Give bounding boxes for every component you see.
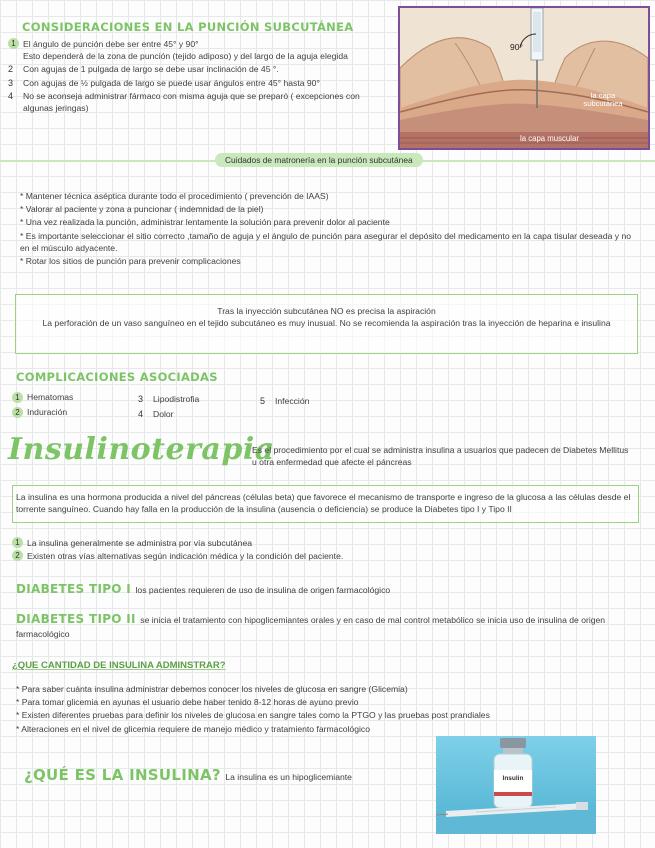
list-item bbox=[12, 550, 612, 562]
insulin-definition-box: La insulina es una hormona producida a nivel del páncreas (células beta) que favorece el mecanismo de transporte e ingreso de la glucosa a las células desde el torrente sanguíneo. Cuando hay falla en la producción de la insulina (ausencia o deficiencia) se produce la Diabetes tipo I y Tipo II bbox=[12, 485, 639, 523]
item-text: Lipodistrofia bbox=[153, 394, 200, 404]
what-is-insulin-text: La insulina es un hipoglicemiante bbox=[225, 772, 352, 782]
list-item bbox=[8, 77, 393, 89]
number-badge: 2 bbox=[12, 407, 23, 418]
number-label: 4 bbox=[138, 409, 144, 419]
quantity-bullets bbox=[16, 683, 626, 736]
vial-label: Insulin bbox=[502, 775, 524, 782]
list-item: * Para tomar glicemia en ayunas el usuario debe haber tenido 8-12 horas de ayuno previo bbox=[16, 696, 626, 708]
subcutaneous-layer-label: la capa subcutánea bbox=[583, 91, 623, 108]
number-label: 2 bbox=[8, 64, 14, 75]
angle-label: 90° bbox=[510, 42, 523, 52]
number-badge: 1 bbox=[12, 537, 23, 548]
list-item bbox=[8, 90, 393, 114]
complication-item bbox=[12, 391, 73, 403]
injection-illustration bbox=[398, 6, 650, 150]
complication-item bbox=[138, 408, 174, 420]
diabetes-type2-text: se inicia el tratamiento con hipoglicemiantes orales y en caso de mal control metabólico se inicia uso de insulina de origen farmacológico bbox=[16, 615, 606, 640]
insulinoterapia-title: Insulinoterapia bbox=[8, 432, 275, 467]
diabetes-type1-title: DIABETES TIPO I bbox=[16, 582, 132, 596]
list-item: * Una vez realizada la punción, administrar lentamente la solución para prevenir dolor al paciente bbox=[20, 216, 635, 228]
number-badge: 2 bbox=[12, 550, 23, 561]
list-item: * Es importante seleccionar el sitio correcto ,tamaño de aguja y el ángulo de punción para asegurar el depósito del medicamento en la capa tisular deseada y no en el músculo adyacente. bbox=[20, 230, 635, 254]
item-text: El ángulo de punción debe ser entre 45° y 90° bbox=[23, 39, 199, 49]
perforation-line: La perforación de un vaso sanguíneo en el tejido subcutáneo es muy inusual. No se recomienda la aspiración tras la inyección de heparina e insulina bbox=[42, 318, 611, 329]
number-label: 5 bbox=[260, 396, 266, 406]
complication-item bbox=[260, 395, 309, 407]
list-item bbox=[12, 537, 612, 549]
item-text: Hematomas bbox=[27, 392, 74, 402]
what-is-insulin-title: ¿QUÉ ES LA INSULINA? bbox=[24, 766, 221, 784]
complication-item bbox=[12, 406, 67, 418]
section-title-complications: COMPLICACIONES ASOCIADAS bbox=[16, 370, 218, 384]
injection-diagram bbox=[400, 8, 648, 148]
what-is-insulin bbox=[24, 766, 352, 785]
item-text: Dolor bbox=[153, 409, 174, 419]
diabetes-type1-text: los pacientes requieren de uso de insulina de origen farmacológico bbox=[135, 585, 391, 595]
vial-graphic bbox=[436, 736, 596, 834]
insulin-route-list bbox=[12, 537, 612, 563]
item-text: Con agujas de ½ pulgada de largo se puede usar ángulos entre 45° hasta 90° bbox=[23, 77, 320, 88]
list-item: * Existen diferentes pruebas para definir los niveles de glucosa en sangre tales como la PTGO y las pruebas post prandiales bbox=[16, 709, 626, 721]
list-item bbox=[8, 38, 393, 62]
insulin-vial-photo bbox=[436, 736, 596, 834]
item-text: Infección bbox=[275, 396, 310, 406]
item-subtext: Esto dependerá de la zona de punción (tejido adiposo) y del largo de la aguja elegida bbox=[23, 51, 348, 62]
diabetes-type2 bbox=[16, 612, 636, 640]
insulinoterapia-description: Es el procedimiento por el cual se administra insulina a usuarios que padecen de Diabetes Mellitus u otra enfermedad que afecte el páncreas bbox=[252, 445, 629, 468]
care-bullets bbox=[20, 190, 635, 268]
list-item: * Mantener técnica aséptica durante todo el procedimiento ( prevención de IAAS) bbox=[20, 190, 635, 202]
muscle-layer-label: la capa muscular bbox=[520, 134, 579, 143]
considerations-list bbox=[8, 38, 393, 115]
item-text: Induración bbox=[27, 407, 68, 417]
list-item: * Para saber cuánta insulina administrar debemos conocer los niveles de glucosa en sangre (Glicemia) bbox=[16, 683, 626, 695]
number-label: 4 bbox=[8, 90, 14, 101]
list-item: * Alteraciones en el nivel de glicemia requiere de manejo médico y tratamiento farmacológico bbox=[16, 723, 626, 735]
list-item: * Rotar los sitios de punción para prevenir complicaciones bbox=[20, 255, 635, 267]
diabetes-type2-title: DIABETES TIPO II bbox=[16, 612, 136, 626]
number-badge: 1 bbox=[12, 392, 23, 403]
section-title-quantity: ¿QUE CANTIDAD DE INSULINA ADMINSTRAR? bbox=[12, 660, 226, 671]
item-text: No se aconseja administrar fármaco con misma aguja que se preparó ( excepciones con algunas jeringas) bbox=[23, 90, 360, 114]
section-title-considerations: CONSIDERACIONES EN LA PUNCIÓN SUBCUTÁNEA bbox=[22, 20, 354, 34]
item-text: Con agujas de 1 pulgada de largo se debe usar inclinación de 45 °. bbox=[23, 64, 279, 75]
number-badge: 1 bbox=[8, 38, 19, 49]
list-item bbox=[8, 63, 393, 75]
item-text: La insulina generalmente se administra por vía subcutánea bbox=[27, 538, 253, 548]
aspiration-line: Tras la inyección subcutánea NO es precisa la aspiración bbox=[217, 306, 436, 316]
number-label: 3 bbox=[138, 394, 144, 404]
number-label: 3 bbox=[8, 77, 14, 88]
aspiration-note-box bbox=[15, 294, 638, 354]
complication-item bbox=[138, 393, 199, 405]
care-pill-heading: Cuidados de matronería en la punción subcutánea bbox=[215, 153, 423, 167]
list-item: * Valorar al paciente y zona a puncionar ( indemnidad de la piel) bbox=[20, 203, 635, 215]
item-text: Existen otras vías alternativas según indicación médica y la condición del paciente. bbox=[27, 551, 344, 562]
diabetes-type1 bbox=[16, 580, 636, 598]
